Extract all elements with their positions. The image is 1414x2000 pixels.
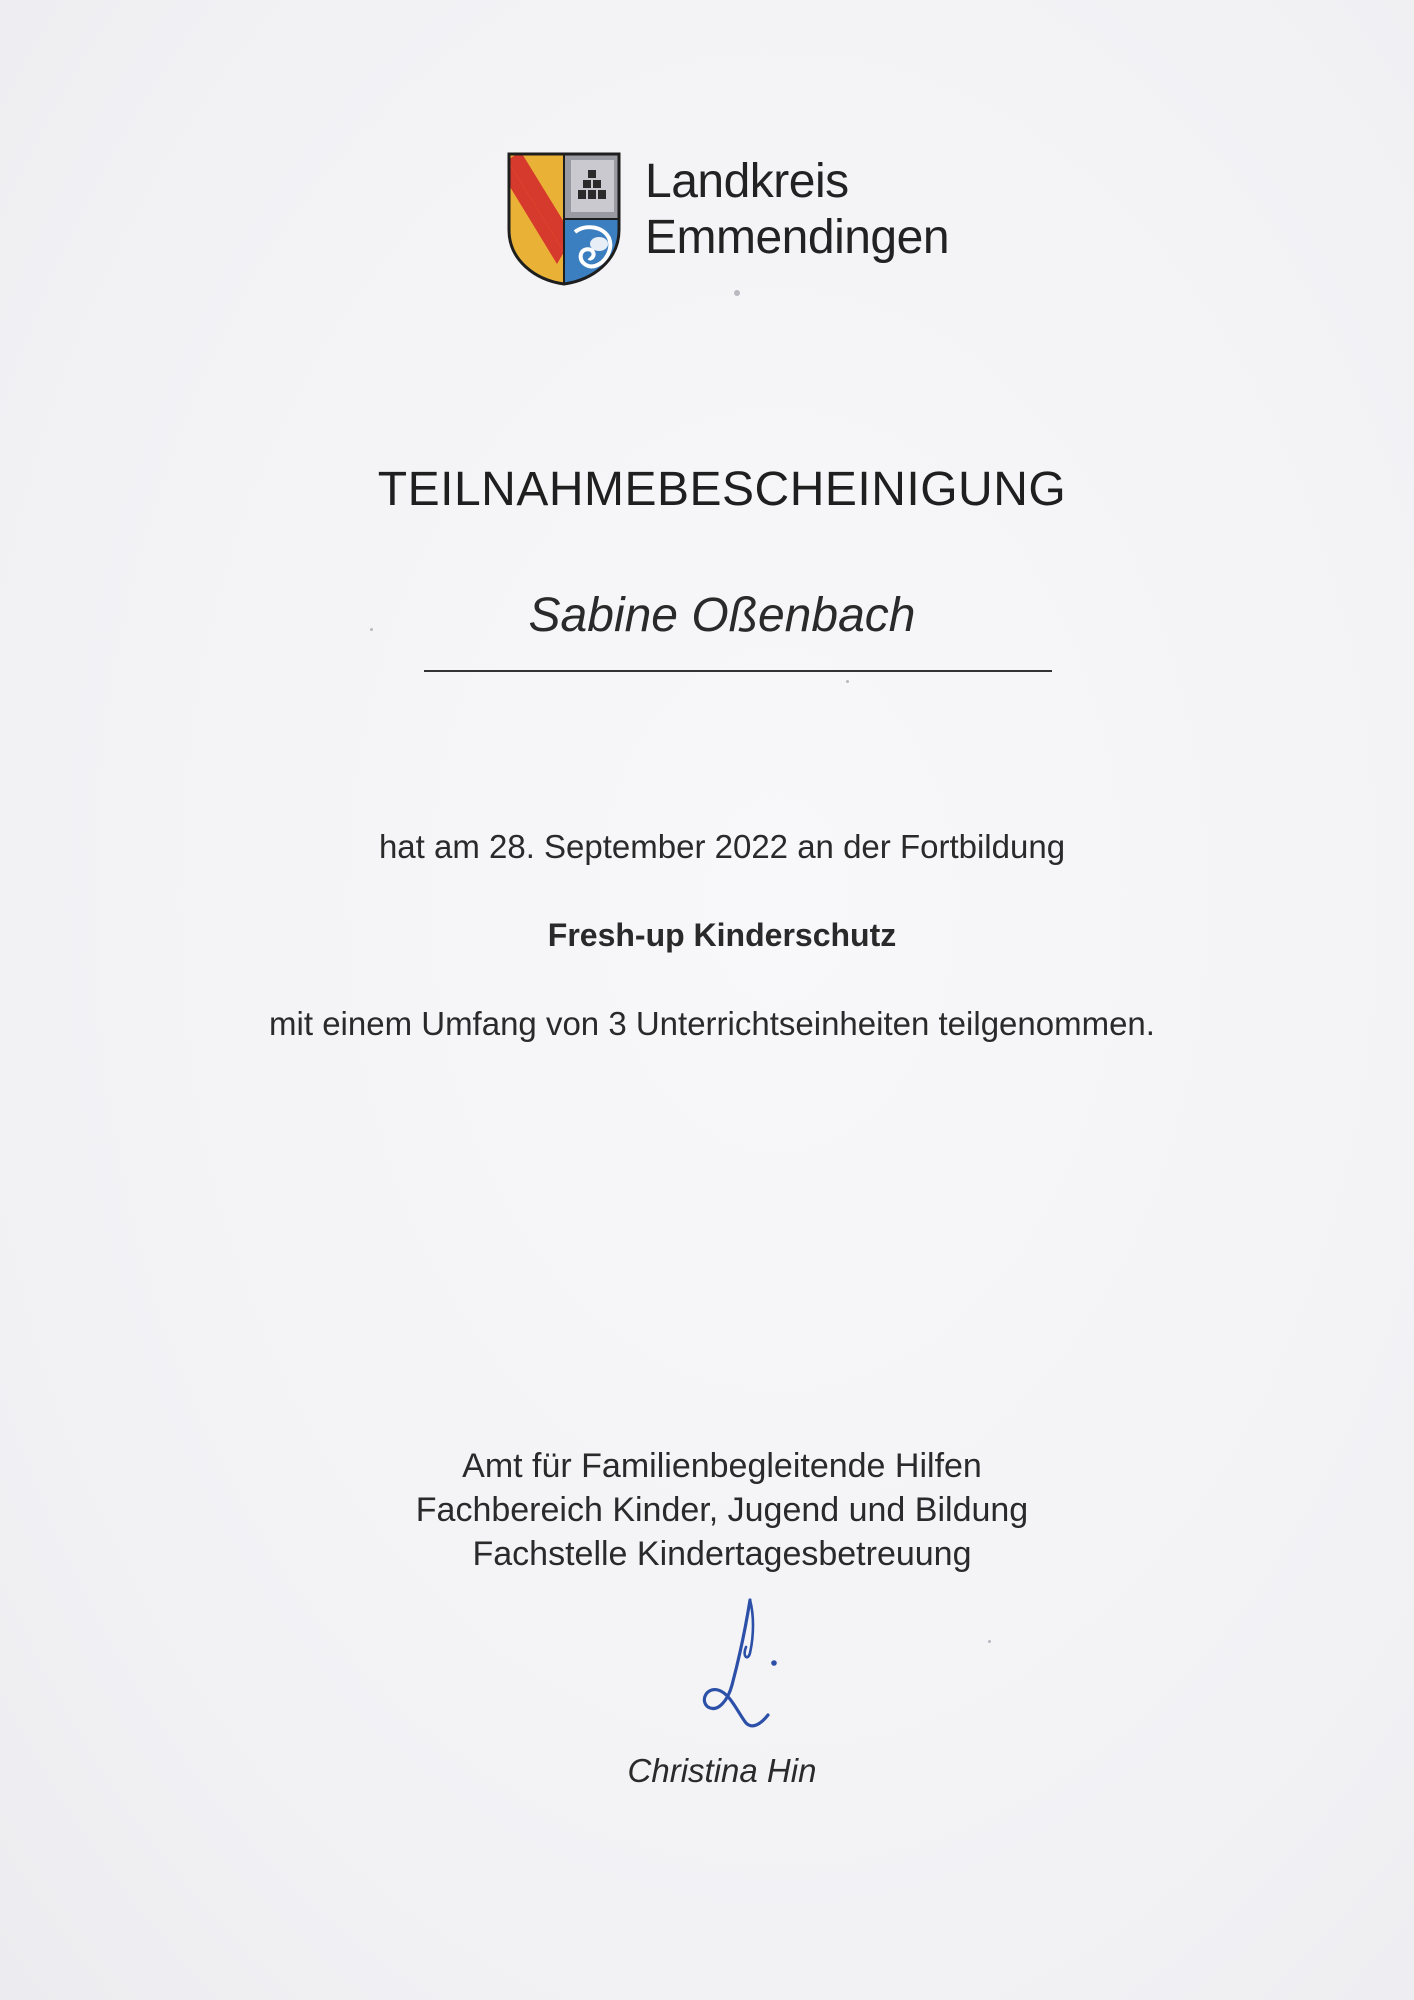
- issuing-department: [0, 1444, 1414, 1576]
- participant-name: Sabine Oßenbach: [528, 589, 916, 642]
- handwritten-signature: [688, 1595, 798, 1735]
- department-line1: Amt für Familienbegleitende Hilfen: [462, 1447, 982, 1485]
- letterhead: [507, 150, 1027, 290]
- scan-speck: [370, 628, 373, 631]
- scan-speck: [734, 290, 740, 296]
- department-line2: Fachbereich Kinder, Jugend und Bildung: [415, 1491, 1029, 1529]
- name-underline: [424, 670, 1052, 672]
- coat-of-arms-icon: [507, 152, 621, 286]
- organization-name-line2: Emmendingen: [645, 211, 950, 264]
- scan-speck: [988, 1640, 991, 1643]
- scope-statement: mit einem Umfang von 3 Unterrichtseinheiten teilgenommen.: [269, 1005, 1155, 1042]
- course-title: Fresh-up Kinderschutz: [547, 917, 897, 953]
- organization-name-line1: Landkreis: [645, 155, 849, 208]
- department-line3: Fachstelle Kindertagesbetreuung: [472, 1535, 972, 1573]
- organization-name: [645, 154, 949, 266]
- attendance-statement: hat am 28. September 2022 an der Fortbildung: [378, 828, 1066, 865]
- scan-speck: [846, 680, 849, 683]
- certificate-title: TEILNAHMEBESCHEINIGUNG: [377, 463, 1067, 516]
- signer-name: Christina Hin: [627, 1752, 817, 1789]
